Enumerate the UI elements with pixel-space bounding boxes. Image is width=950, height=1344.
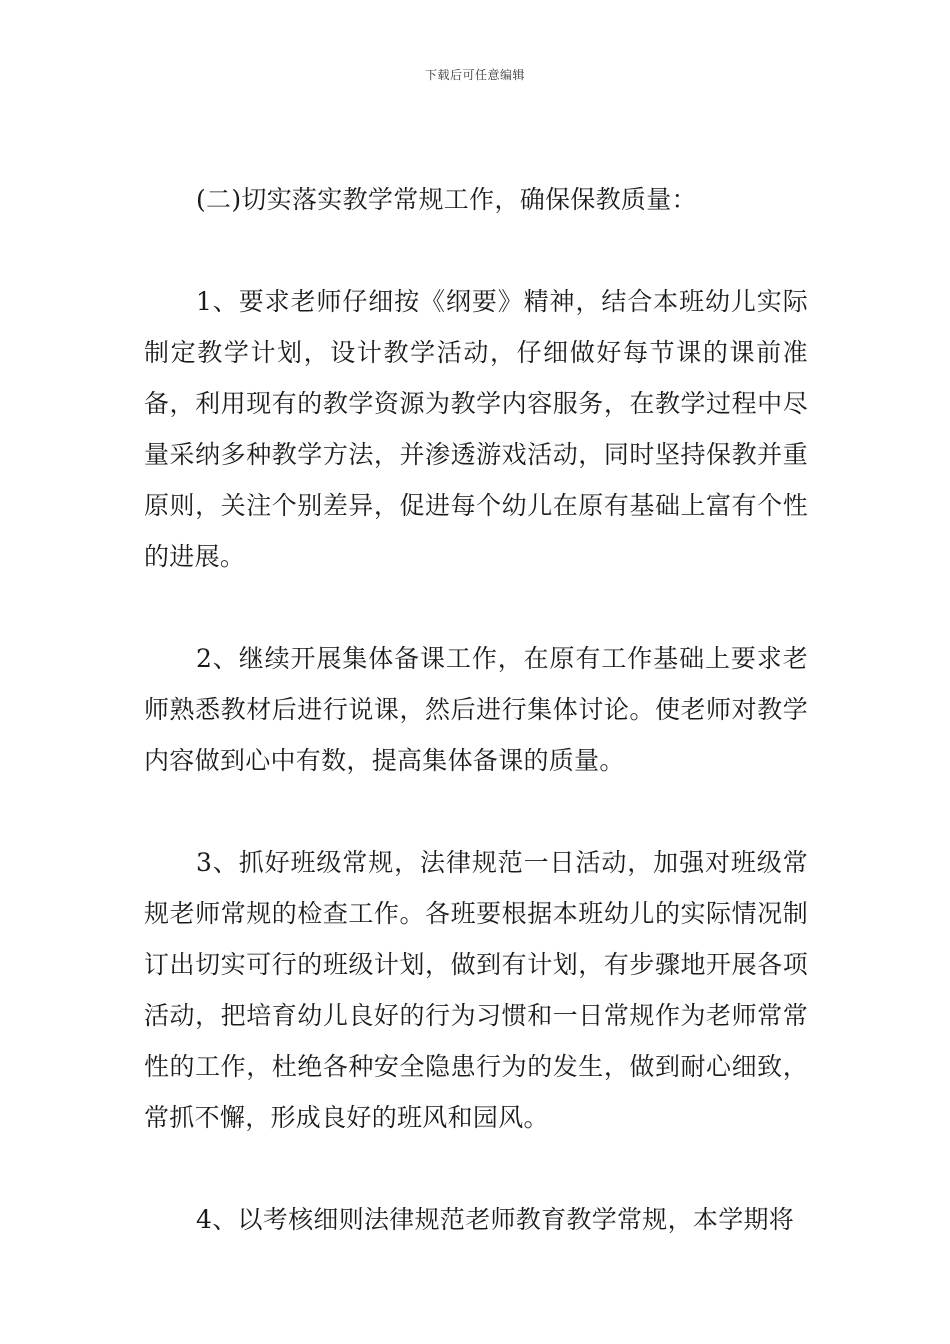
page-header: 下载后可任意编辑 [424,68,525,82]
paragraph-1: 1、要求老师仔细按《纲要》精神，结合本班幼儿实际制定教学计划，设计教学活动，仔细做好每节课的课前准备，利用现有的教学资源为教学内容服务，在教学过程中尽量采纳多种教学方法，并渗透游戏活动，同时坚持保教并重原则，关注个别差异，促进每个幼儿在原有基础上富有个性的进展。 [144,287,808,571]
paragraph-4: 4、以考核细则法律规范老师教育教学常规，本学期将 [196,1205,795,1234]
paragraph-3: 3、抓好班级常规，法律规范一日活动，加强对班级常规老师常规的检查工作。各班要根据本班幼儿的实际情况制订出切实可行的班级计划，做到有计划，有步骤地开展各项活动，把培育幼儿良好的行为习惯和一日常规作为老师常常性的工作，杜绝各种安全隐患行为的发生，做到耐心细致，常抓不懈，形成良好的班风和园风。 [144,848,808,1132]
document-body [144,174,808,1245]
section-heading: (二)切实落实教学常规工作，确保保教质量： [196,185,697,214]
paragraph-2: 2、继续开展集体备课工作，在原有工作基础上要求老师熟悉教材后进行说课，然后进行集体讨论。使老师对教学内容做到心中有数，提高集体备课的质量。 [144,644,808,775]
